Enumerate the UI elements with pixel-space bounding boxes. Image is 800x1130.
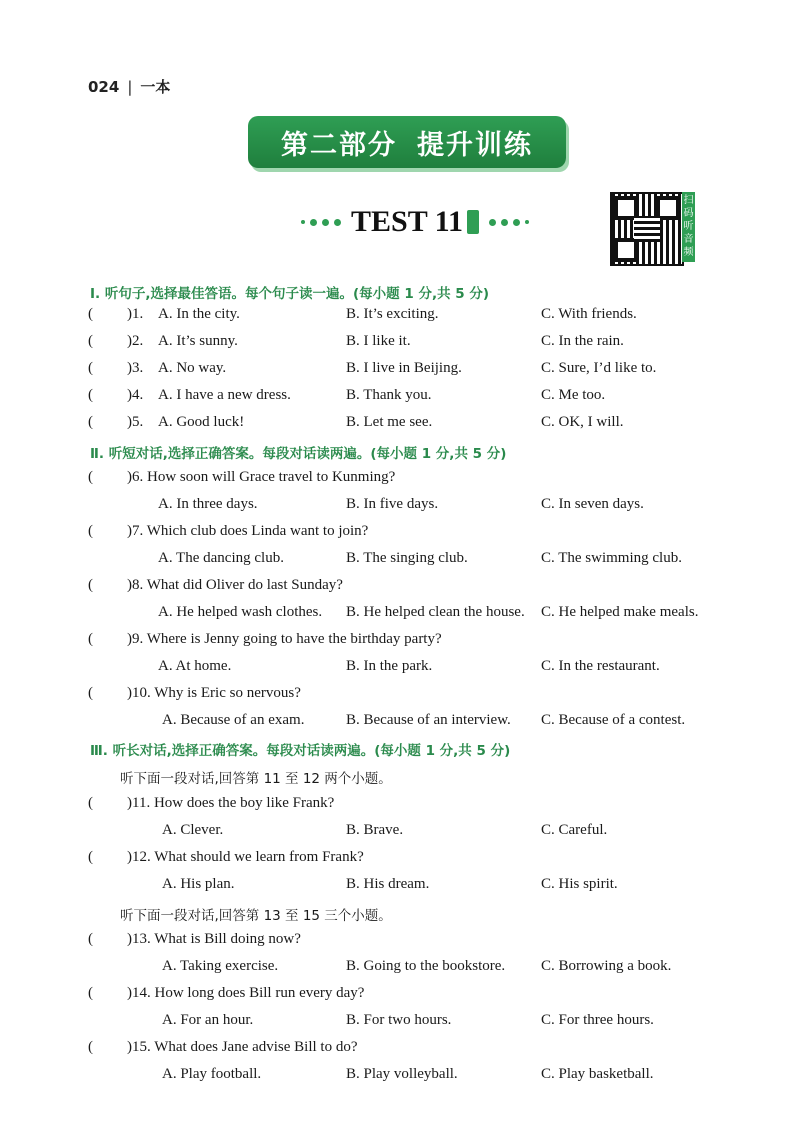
option-c: C. Sure, I’d like to. xyxy=(541,360,657,376)
question-stem-row xyxy=(0,577,800,599)
option-a: A. I have a new dress. xyxy=(158,387,291,403)
answer-bracket[interactable]: ( xyxy=(88,931,93,947)
question-stem-row xyxy=(0,931,800,953)
option-c: C. Borrowing a book. xyxy=(541,958,672,974)
answer-bracket[interactable]: ( xyxy=(88,306,93,322)
option-a: A. The dancing club. xyxy=(158,550,284,566)
answer-bracket[interactable]: ( xyxy=(88,631,93,647)
answer-bracket[interactable]: ( xyxy=(88,360,93,376)
part-banner xyxy=(248,116,566,168)
header-separator: | xyxy=(127,78,133,96)
option-c: C. For three hours. xyxy=(541,1012,654,1028)
left-dots xyxy=(301,219,341,226)
option-b: B. In five days. xyxy=(346,496,439,512)
right-dots xyxy=(489,219,529,226)
option-a: A. His plan. xyxy=(162,876,235,892)
question-row xyxy=(0,360,800,382)
answer-bracket[interactable]: ( xyxy=(88,849,93,865)
question-stem: )12. What should we learn from Frank? xyxy=(127,849,364,865)
answer-bracket[interactable]: ( xyxy=(88,685,93,701)
listening-tag-icon xyxy=(467,210,479,234)
answer-bracket[interactable]: ( xyxy=(88,1039,93,1055)
options-row xyxy=(0,712,800,734)
option-b: B. I like it. xyxy=(346,333,411,349)
book-name: 一本 xyxy=(140,78,171,96)
options-row xyxy=(0,658,800,680)
option-a: A. Play football. xyxy=(162,1066,262,1082)
question-number: )2. xyxy=(127,333,144,349)
answer-bracket[interactable]: ( xyxy=(88,414,93,430)
question-stem: )7. Which club does Linda want to join? xyxy=(127,523,369,539)
option-b: B. For two hours. xyxy=(346,1012,452,1028)
option-c: C. The swimming club. xyxy=(541,550,682,566)
option-a: A. No way. xyxy=(158,360,227,376)
answer-bracket[interactable]: ( xyxy=(88,577,93,593)
option-a: A. At home. xyxy=(158,658,232,674)
option-b: B. Brave. xyxy=(346,822,404,838)
answer-bracket[interactable]: ( xyxy=(88,795,93,811)
option-c: C. OK, I will. xyxy=(541,414,624,430)
question-stem: )11. How does the boy like Frank? xyxy=(127,795,335,811)
question-number: )4. xyxy=(127,387,144,403)
dot-icon xyxy=(322,219,329,226)
qr-label: 扫码听音频 xyxy=(682,192,695,262)
answer-bracket[interactable]: ( xyxy=(88,523,93,539)
option-a: A. Clever. xyxy=(162,822,224,838)
dot-icon xyxy=(525,220,529,224)
dialogue-note: 听下面一段对话,回答第 11 至 12 两个小题。 xyxy=(120,771,392,787)
option-c: C. Because of a contest. xyxy=(541,712,686,728)
option-a: A. It’s sunny. xyxy=(158,333,238,349)
question-stem-row xyxy=(0,469,800,491)
options-row xyxy=(0,1066,800,1088)
question-row xyxy=(0,387,800,409)
answer-bracket[interactable]: ( xyxy=(88,333,93,349)
option-b: B. Play volleyball. xyxy=(346,1066,458,1082)
option-b: B. The singing club. xyxy=(346,550,468,566)
section-heading-3: Ⅲ. 听长对话,选择正确答案。每段对话读两遍。(每小题 1 分,共 5 分) xyxy=(90,743,511,759)
option-a: A. For an hour. xyxy=(162,1012,254,1028)
dot-icon xyxy=(501,219,508,226)
question-stem-row xyxy=(0,795,800,817)
question-stem-row xyxy=(0,849,800,871)
option-c: C. Play basketball. xyxy=(541,1066,654,1082)
option-a: A. Because of an exam. xyxy=(162,712,305,728)
question-stem: )8. What did Oliver do last Sunday? xyxy=(127,577,343,593)
question-number: )3. xyxy=(127,360,144,376)
option-c: C. In the restaurant. xyxy=(541,658,660,674)
option-b: B. Let me see. xyxy=(346,414,433,430)
option-a: A. Taking exercise. xyxy=(162,958,279,974)
question-stem: )6. How soon will Grace travel to Kunming? xyxy=(127,469,396,485)
page-number: 024 xyxy=(88,78,120,96)
options-row xyxy=(0,958,800,980)
options-row xyxy=(0,876,800,898)
dot-icon xyxy=(513,219,520,226)
answer-bracket[interactable]: ( xyxy=(88,985,93,1001)
test-title-row xyxy=(270,200,560,244)
option-a: A. In the city. xyxy=(158,306,240,322)
question-stem: )15. What does Jane advise Bill to do? xyxy=(127,1039,358,1055)
question-row xyxy=(0,306,800,328)
option-b: B. His dream. xyxy=(346,876,430,892)
answer-bracket[interactable]: ( xyxy=(88,387,93,403)
section-heading-2: Ⅱ. 听短对话,选择正确答案。每段对话读两遍。(每小题 1 分,共 5 分) xyxy=(90,446,507,462)
option-b: B. In the park. xyxy=(346,658,433,674)
question-stem-row xyxy=(0,985,800,1007)
option-b: B. It’s exciting. xyxy=(346,306,439,322)
page-header xyxy=(88,76,170,97)
options-row xyxy=(0,550,800,572)
section-heading-1: Ⅰ. 听句子,选择最佳答语。每个句子读一遍。(每小题 1 分,共 5 分) xyxy=(90,286,490,302)
dot-icon xyxy=(489,219,496,226)
option-b: B. He helped clean the house. xyxy=(346,604,525,620)
option-b: B. I live in Beijing. xyxy=(346,360,462,376)
option-c: C. He helped make meals. xyxy=(541,604,699,620)
dot-icon xyxy=(310,219,317,226)
option-a: A. Good luck! xyxy=(158,414,245,430)
question-number: )1. xyxy=(127,306,144,322)
option-c: C. Careful. xyxy=(541,822,608,838)
question-stem: )13. What is Bill doing now? xyxy=(127,931,301,947)
option-a: A. He helped wash clothes. xyxy=(158,604,323,620)
question-stem-row xyxy=(0,685,800,707)
banner-title: 提升训练 xyxy=(417,129,533,161)
options-row xyxy=(0,604,800,626)
question-row xyxy=(0,414,800,436)
option-b: B. Going to the bookstore. xyxy=(346,958,506,974)
option-c: C. In the rain. xyxy=(541,333,624,349)
option-b: B. Because of an interview. xyxy=(346,712,511,728)
qr-code-icon[interactable] xyxy=(610,192,684,266)
options-row xyxy=(0,1012,800,1034)
question-stem-row xyxy=(0,631,800,653)
question-stem-row xyxy=(0,1039,800,1061)
banner-part: 第二部分 xyxy=(281,129,397,161)
dialogue-note: 听下面一段对话,回答第 13 至 15 三个小题。 xyxy=(120,908,392,924)
question-stem: )9. Where is Jenny going to have the birthday party? xyxy=(127,631,442,647)
option-b: B. Thank you. xyxy=(346,387,432,403)
options-row xyxy=(0,496,800,518)
options-row xyxy=(0,822,800,844)
test-title: TEST 11 xyxy=(350,205,464,238)
option-c: C. With friends. xyxy=(541,306,637,322)
question-row xyxy=(0,333,800,355)
dot-icon xyxy=(334,219,341,226)
option-a: A. In three days. xyxy=(158,496,258,512)
answer-bracket[interactable]: ( xyxy=(88,469,93,485)
question-stem: )10. Why is Eric so nervous? xyxy=(127,685,301,701)
question-number: )5. xyxy=(127,414,144,430)
option-c: C. In seven days. xyxy=(541,496,644,512)
question-stem: )14. How long does Bill run every day? xyxy=(127,985,365,1001)
option-c: C. Me too. xyxy=(541,387,606,403)
option-c: C. His spirit. xyxy=(541,876,618,892)
question-stem-row xyxy=(0,523,800,545)
dot-icon xyxy=(301,220,305,224)
